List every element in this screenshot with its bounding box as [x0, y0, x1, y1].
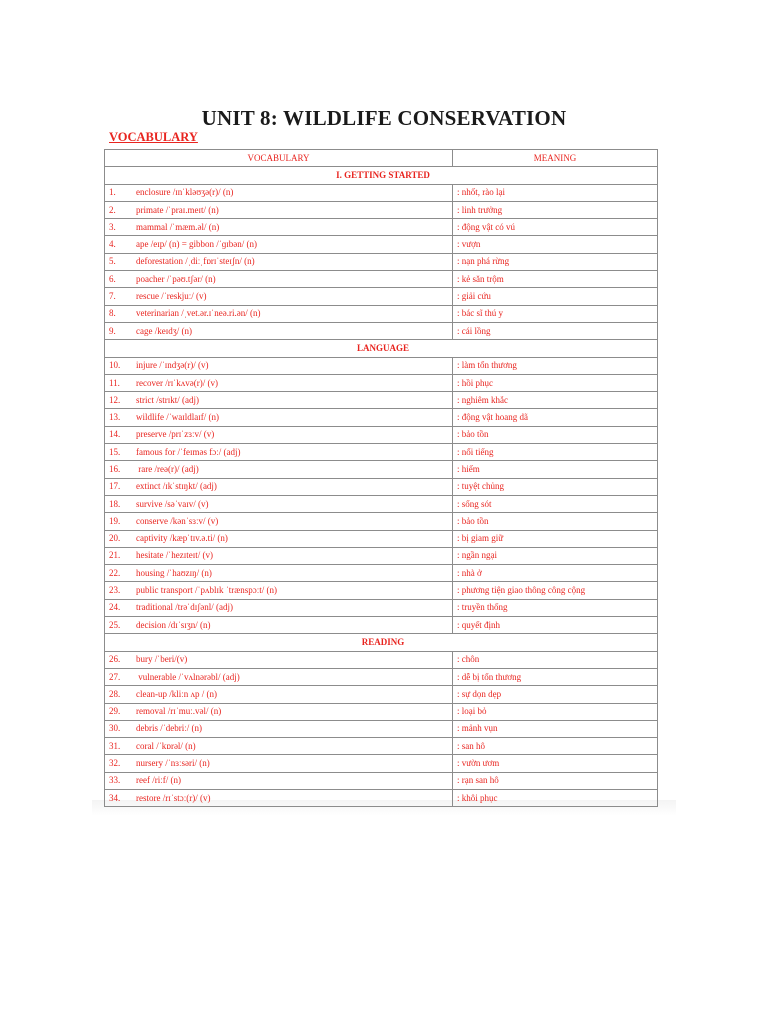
vocabulary-word: coral /ˈkɒrəl/ (n): [136, 740, 196, 751]
table-body: [105, 167, 658, 807]
table-row: [105, 565, 658, 582]
table-row: [105, 305, 658, 322]
meaning-cell: : bảo tồn: [453, 426, 658, 443]
row-number: 13.: [109, 412, 121, 423]
vocabulary-cell: [105, 219, 453, 236]
row-number: 12.: [109, 394, 121, 405]
meaning-cell: : nhốt, rào lại: [453, 184, 658, 201]
table-row: [105, 201, 658, 218]
vocabulary-cell: [105, 444, 453, 461]
table-row: [105, 374, 658, 391]
row-number: 20.: [109, 533, 121, 544]
meaning-cell: : khôi phục: [453, 789, 658, 806]
row-number: 34.: [109, 792, 121, 803]
vocabulary-cell: [105, 426, 453, 443]
table-row: [105, 772, 658, 789]
table-row: [105, 530, 658, 547]
row-number: 23.: [109, 585, 121, 596]
row-number: 19.: [109, 515, 121, 526]
vocabulary-word: cage /keɪdʒ/ (n): [136, 325, 192, 336]
vocabulary-word: decision /dɪˈsɪʒn/ (n): [136, 619, 211, 630]
meaning-cell: : nạn phá rừng: [453, 253, 658, 270]
vocabulary-cell: [105, 409, 453, 426]
vocabulary-word: mammal /ˈmæm.əl/ (n): [136, 221, 220, 232]
table-row: [105, 582, 658, 599]
row-number: 33.: [109, 775, 121, 786]
table-row: [105, 755, 658, 772]
vocabulary-cell: [105, 651, 453, 668]
vocabulary-word: survive /səˈvaɪv/ (v): [136, 498, 209, 509]
row-number: 24.: [109, 602, 121, 613]
table-header-row: [105, 150, 658, 167]
meaning-cell: : mảnh vụn: [453, 720, 658, 737]
meaning-cell: : nổi tiếng: [453, 444, 658, 461]
vocabulary-word: clean-up /kliːn ʌp / (n): [136, 688, 217, 699]
header-vocabulary: VOCABULARY: [105, 150, 453, 167]
row-number: 11.: [109, 377, 120, 388]
meaning-cell: : chôn: [453, 651, 658, 668]
row-number: 10.: [109, 360, 121, 371]
vocabulary-cell: [105, 253, 453, 270]
meaning-cell: : hiếm: [453, 461, 658, 478]
row-number: 7.: [109, 291, 116, 302]
meaning-cell: : quyết định: [453, 617, 658, 634]
row-number: 22.: [109, 567, 121, 578]
row-number: 32.: [109, 758, 121, 769]
meaning-cell: : sống sót: [453, 495, 658, 512]
table-row: [105, 720, 658, 737]
vocabulary-word: famous for /ˈfeɪməs fɔː/ (adj): [136, 446, 241, 457]
vocabulary-cell: [105, 236, 453, 253]
vocabulary-word: restore /rɪˈstɔː(r)/ (v): [136, 792, 211, 803]
row-number: 28.: [109, 688, 121, 699]
vocabulary-cell: [105, 738, 453, 755]
table-row: [105, 599, 658, 616]
vocabulary-cell: [105, 357, 453, 374]
meaning-cell: : ngần ngại: [453, 547, 658, 564]
row-number: 9.: [109, 325, 116, 336]
table-row: [105, 357, 658, 374]
vocabulary-cell: [105, 374, 453, 391]
meaning-cell: : nhà ở: [453, 565, 658, 582]
table-row: [105, 236, 658, 253]
vocabulary-word: poacher /ˈpəʊ.tʃər/ (n): [136, 273, 216, 284]
section-heading: LANGUAGE: [105, 340, 658, 357]
row-number: 30.: [109, 723, 121, 734]
vocabulary-word: public transport /ˈpʌblɪk ˈtrænspɔːt/ (n): [136, 585, 277, 596]
row-number: 15.: [109, 446, 121, 457]
vocabulary-word: conserve /kənˈsɜːv/ (v): [136, 515, 219, 526]
vocabulary-word: rare /reə(r)/ (adj): [136, 463, 199, 474]
meaning-cell: : rạn san hô: [453, 772, 658, 789]
meaning-cell: : vườn ươm: [453, 755, 658, 772]
vocabulary-word: nursery /ˈnɜːsəri/ (n): [136, 758, 210, 769]
meaning-cell: : hồi phục: [453, 374, 658, 391]
vocabulary-word: primate /ˈpraɪ.meɪt/ (n): [136, 204, 219, 215]
row-number: 14.: [109, 429, 121, 440]
vocabulary-cell: [105, 686, 453, 703]
vocabulary-word: traditional /trəˈdɪʃənl/ (adj): [136, 602, 233, 613]
vocabulary-word: housing /ˈhaʊzɪŋ/ (n): [136, 567, 212, 578]
vocabulary-cell: [105, 184, 453, 201]
table-row: [105, 668, 658, 685]
table-row: [105, 253, 658, 270]
vocabulary-cell: [105, 271, 453, 288]
vocabulary-cell: [105, 201, 453, 218]
vocabulary-cell: [105, 720, 453, 737]
table-row: [105, 686, 658, 703]
meaning-cell: : nghiêm khắc: [453, 392, 658, 409]
meaning-cell: : linh trưởng: [453, 201, 658, 218]
table-row: [105, 547, 658, 564]
table-row: [105, 444, 658, 461]
vocabulary-word: bury /ˈberi/(v): [136, 654, 188, 665]
meaning-cell: : tuyệt chủng: [453, 478, 658, 495]
row-number: 17.: [109, 481, 121, 492]
section-heading: READING: [105, 634, 658, 651]
vocabulary-cell: [105, 599, 453, 616]
vocabulary-cell: [105, 668, 453, 685]
row-number: 6.: [109, 273, 116, 284]
table-row: [105, 219, 658, 236]
vocabulary-cell: [105, 703, 453, 720]
meaning-cell: : sự dọn dẹp: [453, 686, 658, 703]
vocabulary-word: extinct /ɪkˈstɪŋkt/ (adj): [136, 481, 217, 492]
row-number: 26.: [109, 654, 121, 665]
meaning-cell: : truyền thống: [453, 599, 658, 616]
header-meaning: MEANING: [453, 150, 658, 167]
vocabulary-cell: [105, 288, 453, 305]
table-row: [105, 392, 658, 409]
vocabulary-word: captivity /kæpˈtɪv.ə.ti/ (n): [136, 533, 228, 544]
meaning-cell: : giải cứu: [453, 288, 658, 305]
table-row: [105, 322, 658, 339]
vocabulary-word: debris /ˈdebriː/ (n): [136, 723, 202, 734]
row-number: 31.: [109, 740, 121, 751]
row-number: 18.: [109, 498, 121, 509]
vocabulary-table: [104, 149, 658, 807]
table-row: [105, 461, 658, 478]
row-number: 27.: [109, 671, 121, 682]
meaning-cell: : bác sĩ thú y: [453, 305, 658, 322]
vocabulary-word: recover /rɪˈkʌvə(r)/ (v): [136, 377, 218, 388]
vocabulary-word: removal /rɪˈmuː.vəl/ (n): [136, 706, 222, 717]
meaning-cell: : cái lồng: [453, 322, 658, 339]
table-row: [105, 789, 658, 806]
meaning-cell: : động vật có vú: [453, 219, 658, 236]
vocabulary-cell: [105, 530, 453, 547]
vocabulary-word: rescue /ˈreskjuː/ (v): [136, 291, 207, 302]
table-row: [105, 184, 658, 201]
meaning-cell: : phương tiện giao thông công cộng: [453, 582, 658, 599]
meaning-cell: : làm tổn thương: [453, 357, 658, 374]
row-number: 21.: [109, 550, 121, 561]
table-row: [105, 617, 658, 634]
table-row: [105, 703, 658, 720]
vocabulary-word: reef /riːf/ (n): [136, 775, 181, 786]
vocabulary-word: hesitate /ˈhezɪteɪt/ (v): [136, 550, 213, 561]
row-number: 25.: [109, 619, 121, 630]
vocabulary-word: injure /ˈɪndʒə(r)/ (v): [136, 360, 209, 371]
row-number: 5.: [109, 256, 116, 267]
vocabulary-word: veterinarian /ˌvet.ər.ɪˈneə.ri.ən/ (n): [136, 308, 261, 319]
table-row: [105, 495, 658, 512]
row-number: 29.: [109, 706, 121, 717]
vocabulary-cell: [105, 322, 453, 339]
row-number: 3.: [109, 221, 116, 232]
meaning-cell: : bị giam giữ: [453, 530, 658, 547]
vocabulary-cell: [105, 582, 453, 599]
vocabulary-word: preserve /prɪˈzɜːv/ (v): [136, 429, 215, 440]
meaning-cell: : loại bỏ: [453, 703, 658, 720]
vocabulary-cell: [105, 478, 453, 495]
meaning-cell: : động vật hoang dã: [453, 409, 658, 426]
table-row: [105, 409, 658, 426]
section-row: [105, 167, 658, 184]
meaning-cell: : kẻ săn trộm: [453, 271, 658, 288]
vocabulary-word: ape /eɪp/ (n) = gibbon /ˈɡɪbən/ (n): [136, 239, 258, 250]
row-number: 8.: [109, 308, 116, 319]
section-row: [105, 340, 658, 357]
vocabulary-cell: [105, 617, 453, 634]
vocabulary-cell: [105, 392, 453, 409]
meaning-cell: : dễ bị tổn thương: [453, 668, 658, 685]
table-row: [105, 478, 658, 495]
row-number: 1.: [109, 187, 116, 198]
vocabulary-cell: [105, 513, 453, 530]
row-number: 4.: [109, 239, 116, 250]
vocabulary-cell: [105, 547, 453, 564]
meaning-cell: : bảo tồn: [453, 513, 658, 530]
vocabulary-word: vulnerable /ˈvʌlnərəbl/ (adj): [136, 671, 240, 682]
table-row: [105, 651, 658, 668]
vocabulary-word: enclosure /ɪnˈkləʊʒə(r)/ (n): [136, 187, 234, 198]
section-heading: I. GETTING STARTED: [105, 167, 658, 184]
vocabulary-cell: [105, 789, 453, 806]
vocabulary-cell: [105, 461, 453, 478]
meaning-cell: : san hô: [453, 738, 658, 755]
table-row: [105, 288, 658, 305]
vocabulary-cell: [105, 565, 453, 582]
table-row: [105, 513, 658, 530]
table-row: [105, 738, 658, 755]
vocabulary-heading: VOCABULARY: [109, 130, 198, 144]
vocabulary-word: wildlife /ˈwaɪldlaɪf/ (n): [136, 412, 219, 423]
vocabulary-word: deforestation /ˌdiːˌfɒrɪˈsteɪʃn/ (n): [136, 256, 255, 267]
row-number: 16.: [109, 463, 121, 474]
section-row: [105, 634, 658, 651]
document-title: UNIT 8: WILDLIFE CONSERVATION: [201, 106, 567, 131]
vocabulary-cell: [105, 495, 453, 512]
table-row: [105, 271, 658, 288]
vocabulary-cell: [105, 305, 453, 322]
row-number: 2.: [109, 204, 116, 215]
vocabulary-word: strict /strɪkt/ (adj): [136, 394, 199, 405]
vocabulary-cell: [105, 772, 453, 789]
meaning-cell: : vượn: [453, 236, 658, 253]
vocabulary-cell: [105, 755, 453, 772]
table-row: [105, 426, 658, 443]
